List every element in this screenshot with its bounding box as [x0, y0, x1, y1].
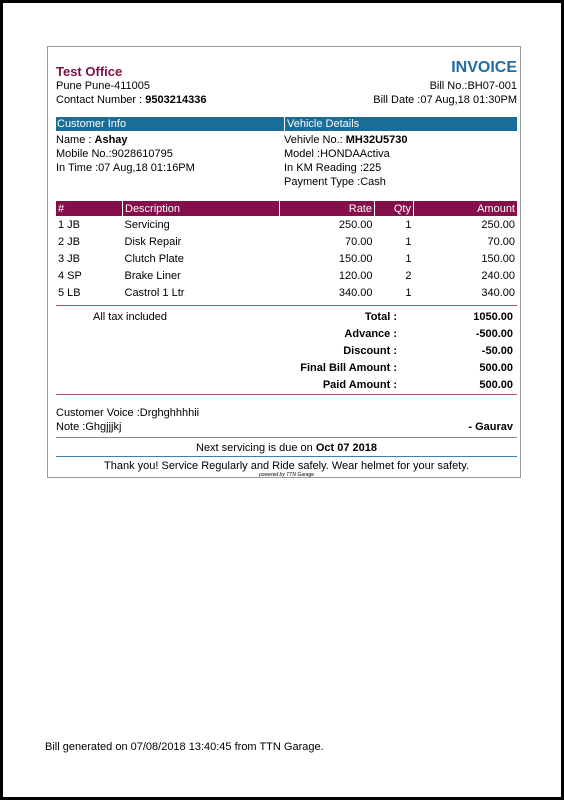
- final-row: [217, 362, 517, 379]
- paid-value: 500.00: [479, 379, 513, 391]
- col-amount: Amount: [414, 201, 518, 216]
- office-address: Pune Pune-411005: [56, 80, 150, 92]
- total-value: 1050.00: [473, 311, 513, 323]
- customer-info: [56, 133, 284, 197]
- customer-voice: Customer Voice :Drghghhhhii: [56, 407, 200, 419]
- signer-name: - Gaurav: [468, 421, 513, 433]
- contact-number: 9503214336: [145, 94, 207, 106]
- footer-divider: [56, 437, 517, 438]
- col-rate: Rate: [280, 201, 375, 216]
- item-amount: 340.00: [481, 286, 515, 299]
- item-amount: 250.00: [481, 218, 515, 231]
- vehicle-number: MH32U5730: [345, 134, 408, 146]
- office-contact: [56, 94, 206, 107]
- item-description: Disk Repair: [124, 235, 182, 248]
- due-divider: [56, 456, 517, 457]
- vehicle-km: In KM Reading :225: [284, 162, 382, 174]
- discount-label: Discount :: [343, 345, 397, 357]
- customer-in-time: In Time :07 Aug,18 01:16PM: [56, 162, 195, 174]
- table-row: [56, 267, 517, 284]
- vehicle-details-header: Vehicle Details: [287, 118, 360, 130]
- paid-row: [217, 379, 517, 396]
- item-description: Castrol 1 Ltr: [124, 286, 185, 299]
- advance-row: [217, 328, 517, 345]
- item-code: 5 LB: [58, 286, 81, 299]
- final-label: Final Bill Amount :: [300, 362, 397, 374]
- item-description: Clutch Plate: [124, 252, 184, 265]
- item-amount: 240.00: [481, 269, 515, 282]
- item-rate: 70.00: [344, 235, 373, 248]
- paid-label: Paid Amount :: [322, 379, 397, 391]
- item-code: 3 JB: [58, 252, 81, 265]
- customer-name-label: Name :: [56, 134, 95, 146]
- item-rate: 340.00: [338, 286, 373, 299]
- table-row: [56, 284, 517, 301]
- vehicle-details: [284, 133, 517, 197]
- item-qty: 1: [405, 252, 412, 265]
- contact-label: Contact Number :: [56, 94, 146, 106]
- customer-name-line: [56, 133, 284, 147]
- total-label: Total :: [364, 311, 397, 323]
- due-prefix: Next servicing is due on: [196, 442, 316, 454]
- invoice-header: [56, 47, 517, 117]
- vehicle-number-label: Vehivle No.:: [284, 134, 346, 146]
- item-rate: 250.00: [338, 218, 373, 231]
- table-row: [56, 216, 517, 233]
- thank-you-message: Thank you! Service Regularly and Ride safely. Wear helmet for your safety.: [104, 460, 469, 472]
- bill-date: Bill Date :07 Aug,18 01:30PM: [373, 94, 517, 106]
- discount-value: -50.00: [481, 345, 513, 357]
- office-name: Test Office: [56, 64, 123, 79]
- discount-row: [217, 345, 517, 362]
- item-rate: 150.00: [338, 252, 373, 265]
- table-row: [56, 250, 517, 267]
- item-qty: 1: [405, 235, 412, 248]
- invoice-footer: [56, 395, 517, 437]
- item-amount: 70.00: [487, 235, 515, 248]
- total-row: [217, 311, 517, 328]
- powered-by: powered by TTN Garage: [258, 472, 315, 478]
- item-code: 2 JB: [58, 235, 81, 248]
- col-number: #: [56, 201, 123, 216]
- info-header: [56, 117, 517, 131]
- items-divider: [56, 305, 517, 306]
- col-qty: Qty: [375, 201, 414, 216]
- generated-note: Bill generated on 07/08/2018 13:40:45 from TTN Garage.: [45, 741, 324, 753]
- items-table: [56, 201, 517, 301]
- next-service-due: [56, 440, 517, 456]
- due-date: Oct 07 2018: [315, 442, 377, 454]
- col-description: Description: [123, 201, 280, 216]
- item-qty: 1: [405, 286, 412, 299]
- item-code: 4 SP: [58, 269, 82, 282]
- table-row: [56, 233, 517, 250]
- item-description: Brake Liner: [124, 269, 181, 282]
- item-qty: 1: [405, 218, 412, 231]
- item-code: 1 JB: [58, 218, 81, 231]
- invoice-title: INVOICE: [451, 59, 517, 76]
- invoice-card: [47, 46, 521, 478]
- bill-number: Bill No.:BH07-001: [429, 80, 517, 92]
- vehicle-number-line: [284, 133, 517, 147]
- items-header-row: [56, 201, 517, 216]
- customer-name: Ashay: [94, 134, 128, 146]
- item-rate: 120.00: [338, 269, 373, 282]
- tax-note: All tax included: [93, 311, 167, 323]
- customer-mobile: Mobile No.:9028610795: [56, 148, 173, 160]
- item-amount: 150.00: [481, 252, 515, 265]
- item-qty: 2: [405, 269, 412, 282]
- info-body: [56, 131, 517, 197]
- invoice-note: Note :Ghgjjjkj: [56, 421, 122, 433]
- vehicle-model: Model :HONDAActiva: [284, 148, 390, 160]
- customer-info-header: Customer Info: [56, 117, 285, 131]
- advance-label: Advance :: [344, 328, 397, 340]
- advance-value: -500.00: [475, 328, 513, 340]
- item-description: Servicing: [124, 218, 170, 231]
- final-value: 500.00: [479, 362, 513, 374]
- payment-type: Payment Type :Cash: [284, 176, 386, 188]
- totals-section: [56, 308, 517, 394]
